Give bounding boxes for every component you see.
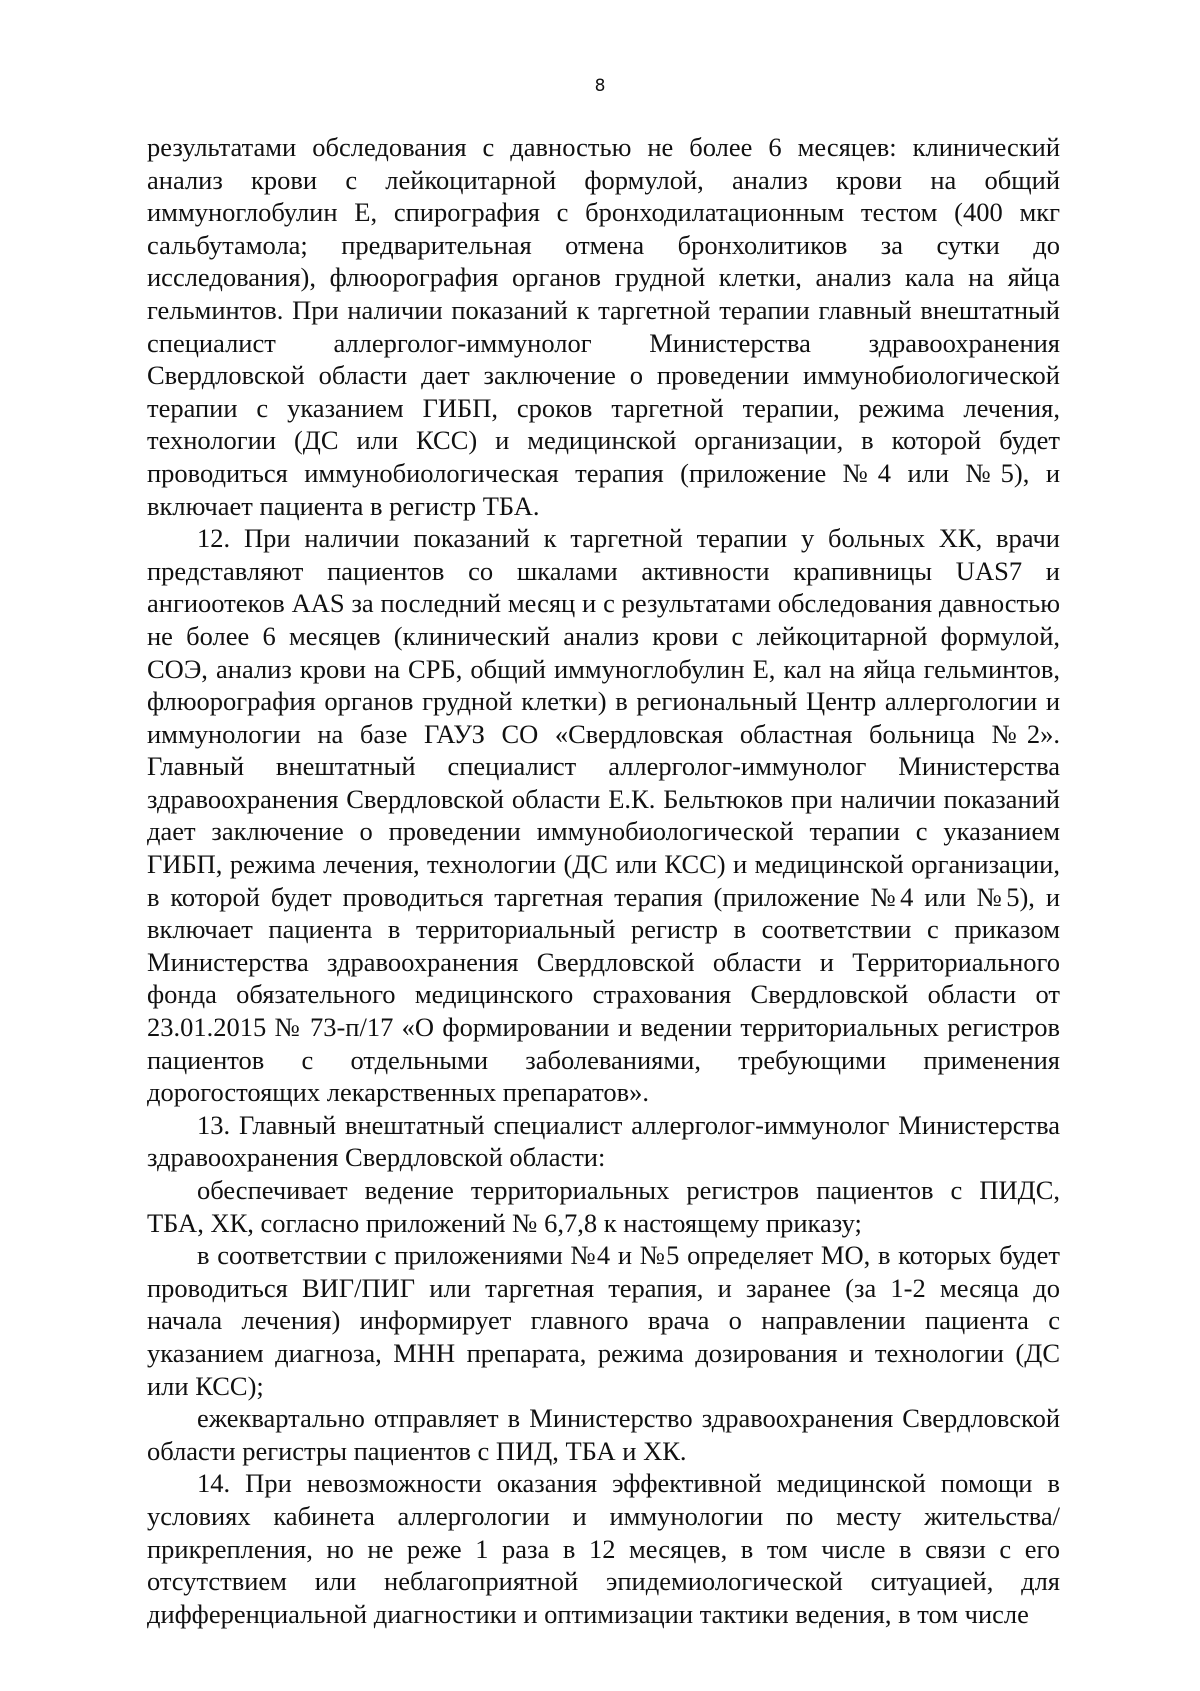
document-body: [147, 131, 1060, 1630]
paragraph-item-13-quarterly: ежеквартально отправляет в Министерство здравоохранения Свердловской области регистры пациентов с ПИД, ТБА и ХК.: [147, 1403, 1060, 1466]
paragraph-continuation: результатами обследования с давностью не более 6 месяцев: клинический анализ крови с лейкоцитарной формулой, анализ крови на общий иммуноглобулин Е, спирография с бронходилатационным тестом (400 мкг сальбутамола; предварительная отмена бронхолитиков за сутки до исследования), флюорография органов грудной клетки, анализ кала на яйца гельминтов. При наличии показаний к таргетной терапии главный внештатный специалист аллерголог-иммунолог Министерства здравоохранения Свердловской области дает заключение о проведении иммунобиологической терапии с указанием ГИБП, сроков таргетной терапии, режима лечения, технологии (ДС или КСС) и медицинской организации, в которой будет проводиться иммунобиологическая терапия (приложение №4 или №5), и включает пациента в регистр ТБА.: [147, 132, 1060, 521]
paragraph-item-12: 12. При наличии показаний к таргетной терапии у больных ХК, врачи представляют пациентов со шкалами активности крапивницы UAS7 и ангиоотеков AAS за последний месяц и с результатами обследования давностью не более 6 месяцев (клинический анализ крови с лейкоцитарной формулой, СОЭ, анализ крови на СРБ, общий иммуноглобулин Е, кал на яйца гельминтов, флюорография органов грудной клетки) в региональный Центр аллергологии и иммунологии на базе ГАУЗ СО «Свердловская областная больница №2». Главный внештатный специалист аллерголог-иммунолог Министерства здравоохранения Свердловской области Е.К. Бельтюков при наличии показаний дает заключение о проведении иммунобиологической терапии с указанием ГИБП, режима лечения, технологии (ДС или КСС) и медицинской организации, в которой будет проводиться таргетная терапия (приложение №4 или №5), и включает пациента в территориальный регистр в соответствии с приказом Министерства здравоохранения Свердловской области и Территориального фонда обязательного медицинского страхования Свердловской области от 23.01.2015 № 73-п/17 «О формировании и ведении территориальных регистров пациентов с отдельными заболеваниями, требующими применения дорогостоящих лекарственных препаратов».: [147, 523, 1060, 1108]
paragraph-item-13: 13. Главный внештатный специалист аллерголог-иммунолог Министерства здравоохранения Свердловской области:: [147, 1109, 1060, 1173]
paragraph-item-14: 14. При невозможности оказания эффективной медицинской помощи в условиях кабинета аллергологии и иммунологии по месту жительства/прикрепления, но не реже 1 раза в 12 месяцев, в том числе в связи с его отсутствием или неблагоприятной эпидемиологической ситуацией, для дифференциальной диагностики и оптимизации тактики ведения, в том числе: [147, 1468, 1060, 1629]
paragraph-item-13-registries: обеспечивает ведение территориальных регистров пациентов с ПИДС, ТБА, ХК, согласно приложений № 6,7,8 к настоящему приказу;: [147, 1175, 1060, 1238]
page-number: 8: [594, 76, 606, 96]
paragraph-item-13-mo: в соответствии с приложениями №4 и №5 определяет МО, в которых будет проводиться ВИГ/ПИГ или таргетная терапия, и заранее (за 1-2 месяца до начала лечения) информирует главного врача о направлении пациента с указанием диагноза, МНН препарата, режима дозирования и технологии (ДС или КСС);: [147, 1240, 1060, 1401]
